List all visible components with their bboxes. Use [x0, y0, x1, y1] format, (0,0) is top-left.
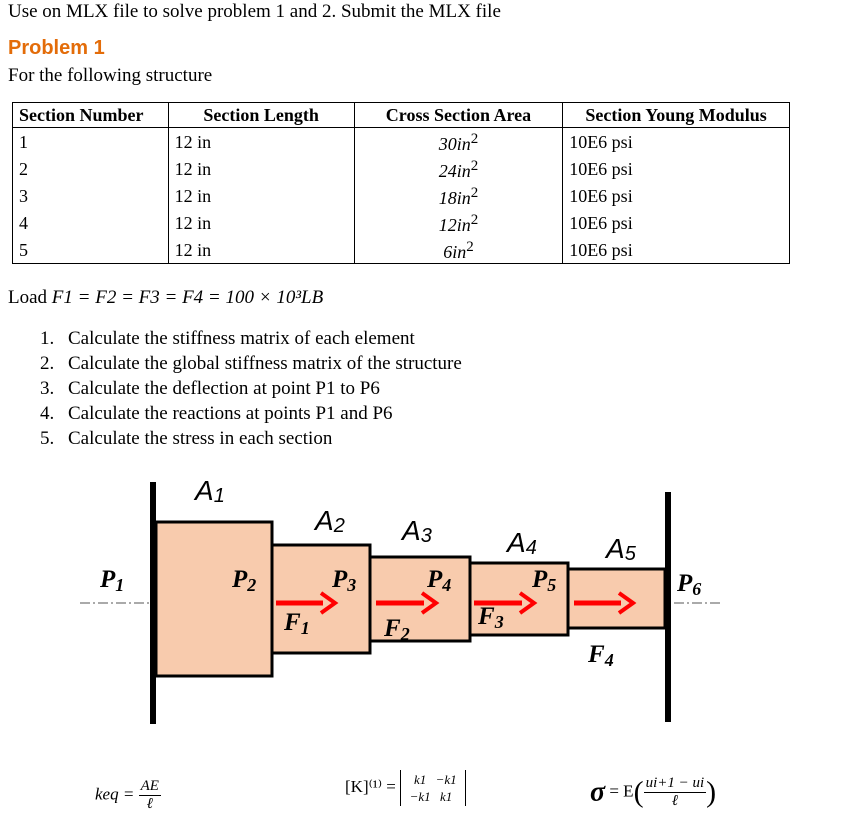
table-row	[13, 128, 790, 156]
point-label-5: P5	[532, 566, 557, 595]
cell-section-number: 3	[13, 182, 169, 209]
keq-lhs: keq =	[95, 784, 135, 804]
equivalent-stiffness-formula	[95, 778, 161, 813]
cell-section-number: 5	[13, 236, 169, 264]
force-label-4: F4	[588, 641, 614, 670]
element-stiffness-matrix-formula	[345, 770, 466, 806]
task-text: Calculate the reactions at points P1 and P6	[68, 403, 393, 424]
area-value: 18in	[438, 188, 471, 208]
section-properties-table	[12, 102, 790, 264]
area-value: 6in	[443, 242, 467, 262]
cell-young-modulus: 10E6 psi	[563, 155, 790, 182]
point-label-3: P3	[332, 566, 357, 595]
area-exponent: 2	[470, 185, 479, 201]
point-label-1: P1	[100, 566, 125, 595]
sigma-right-paren: )	[706, 775, 717, 809]
table-row	[13, 236, 790, 264]
keq-fraction	[139, 778, 161, 813]
task-number: 3.	[40, 378, 55, 399]
bar-section-1	[156, 522, 272, 676]
table-header-row	[13, 103, 790, 128]
kmat-m12: −k1	[435, 772, 457, 787]
cell-section-number: 2	[13, 155, 169, 182]
force-label-2: F2	[384, 615, 410, 644]
kmat-m21: −k1	[409, 789, 431, 804]
cell-cross-section-area	[354, 128, 562, 156]
bar-section-2	[272, 545, 370, 653]
task-text: Calculate the deflection at point P1 to P6	[68, 378, 380, 399]
stress-formula	[590, 775, 716, 810]
sigma-eq: = E	[609, 781, 634, 801]
task-item	[40, 401, 462, 426]
task-text: Calculate the stiffness matrix of each element	[68, 328, 415, 349]
kmat-m11: k1	[414, 772, 427, 787]
task-list	[40, 326, 462, 451]
task-number: 2.	[40, 353, 55, 374]
sigma-denominator: ℓ	[671, 793, 678, 809]
task-item	[40, 326, 462, 351]
cell-young-modulus: 10E6 psi	[563, 128, 790, 156]
point-label-2: P2	[232, 566, 257, 595]
cell-section-length: 12 in	[168, 236, 354, 264]
sigma-symbol: σ	[590, 776, 606, 808]
load-statement	[8, 287, 323, 309]
task-item	[40, 426, 462, 451]
keq-numerator: AE	[140, 778, 159, 794]
problem-title: Problem 1	[8, 37, 105, 59]
right-wall	[665, 492, 671, 722]
cell-section-length: 12 in	[168, 209, 354, 236]
cell-section-number: 1	[13, 128, 169, 156]
cell-cross-section-area	[354, 236, 562, 264]
sigma-numerator: ui+1 − ui	[645, 775, 705, 791]
table-row	[13, 182, 790, 209]
load-equation: F1 = F2 = F3 = F4 = 100 × 10³LB	[51, 287, 324, 308]
kmat-matrix	[400, 770, 466, 806]
area-label-3: A3	[402, 515, 432, 547]
cell-cross-section-area	[354, 182, 562, 209]
cell-young-modulus: 10E6 psi	[563, 209, 790, 236]
problem-subtitle: For the following structure	[8, 65, 213, 86]
sigma-left-paren: (	[633, 775, 644, 809]
area-exponent: 2	[466, 239, 474, 255]
task-item	[40, 351, 462, 376]
cell-young-modulus: 10E6 psi	[563, 182, 790, 209]
force-label-3: F3	[478, 603, 504, 632]
area-label-2: A2	[315, 505, 345, 537]
area-value: 12in	[438, 215, 471, 235]
area-value: 30in	[438, 134, 471, 154]
header-cross-section-area: Cross Section Area	[354, 103, 562, 128]
cell-section-number: 4	[13, 209, 169, 236]
area-label-1: A1	[195, 475, 225, 507]
intro-text: Use on MLX file to solve problem 1 and 2. Submit the MLX file	[8, 1, 501, 22]
area-exponent: 2	[470, 212, 479, 228]
table-row	[13, 155, 790, 182]
left-wall	[150, 482, 156, 724]
task-number: 4.	[40, 403, 55, 424]
kmat-lhs: [K]⁽¹⁾ =	[345, 776, 396, 796]
task-number: 1.	[40, 328, 55, 349]
area-exponent: 2	[470, 158, 479, 174]
header-section-length: Section Length	[168, 103, 354, 128]
cell-section-length: 12 in	[168, 155, 354, 182]
task-text: Calculate the global stiffness matrix of the structure	[68, 353, 462, 374]
area-label-5: A5	[606, 533, 636, 565]
kmat-m22: k1	[440, 789, 453, 804]
cell-young-modulus: 10E6 psi	[563, 236, 790, 264]
point-label-6: P6	[677, 570, 702, 599]
cell-cross-section-area	[354, 209, 562, 236]
cell-section-length: 12 in	[168, 128, 354, 156]
header-section-number: Section Number	[13, 103, 169, 128]
area-value: 24in	[438, 161, 471, 181]
keq-denominator: ℓ	[146, 796, 153, 812]
load-prefix: Load	[8, 287, 52, 308]
cell-cross-section-area	[354, 155, 562, 182]
header-young-modulus: Section Young Modulus	[563, 103, 790, 128]
table-row	[13, 209, 790, 236]
area-exponent: 2	[470, 131, 479, 147]
task-text: Calculate the stress in each section	[68, 428, 333, 449]
sigma-fraction	[644, 775, 707, 810]
bar-structure-diagram	[0, 470, 867, 770]
area-label-4: A4	[507, 527, 537, 559]
cell-section-length: 12 in	[168, 182, 354, 209]
force-label-1: F1	[284, 609, 310, 638]
task-item	[40, 376, 462, 401]
bar-section-5	[568, 569, 665, 628]
point-label-4: P4	[427, 566, 452, 595]
task-number: 5.	[40, 428, 55, 449]
